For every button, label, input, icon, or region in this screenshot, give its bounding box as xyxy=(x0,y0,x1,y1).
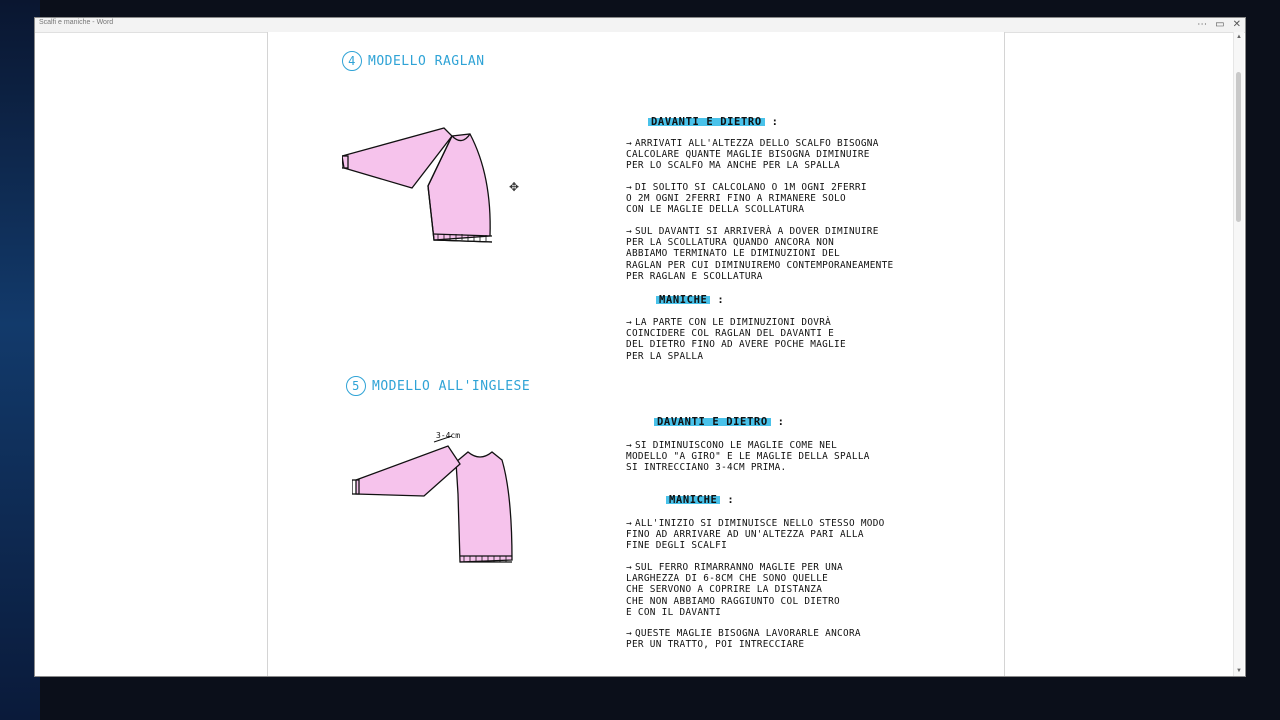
scroll-up-icon[interactable]: ▲ xyxy=(1236,34,1242,40)
heading-text: DAVANTI E DIETRO xyxy=(654,416,771,428)
heading-sleeves-inglese xyxy=(666,494,734,506)
paragraph-text: ARRIVATI ALL'ALTEZZA DELLO SCALFO BISOGNA CALCOLARE QUANTE MAGLIE BISOGNA DIMINUIRE PER LO SCALFO MA ANCHE PER LA SPALLA xyxy=(626,138,879,172)
word-window xyxy=(34,17,1246,677)
window-controls xyxy=(1197,18,1241,32)
heading-front-back-raglan xyxy=(648,116,779,128)
paragraph-text: SUL FERRO RIMARRANNO MAGLIE PER UNA LARGHEZZA DI 6-8CM CHE SONO QUELLE CHE SERVONO A COPRIRE LA DISTANZA CHE NON ABBIAMO RAGGIUNTO COL DIETRO E CON IL DAVANTI xyxy=(626,562,844,618)
heading-front-back-inglese xyxy=(654,416,785,428)
section-title-text: MODELLO ALL'INGLESE xyxy=(372,379,531,394)
restore-icon[interactable]: ▭ xyxy=(1215,19,1225,30)
arrow-icon: → xyxy=(626,138,632,149)
section-number: 5 xyxy=(346,376,366,396)
paragraph xyxy=(626,628,861,650)
heading-colon: : xyxy=(771,116,779,128)
scroll-thumb[interactable] xyxy=(1236,72,1241,222)
inglese-sleeve xyxy=(356,446,460,496)
raglan-sweater-sketch xyxy=(342,116,522,256)
heading-text: MANICHE xyxy=(666,494,720,506)
inglese-sweater-sketch xyxy=(352,424,532,574)
paragraph xyxy=(626,226,894,282)
paragraph-text: DI SOLITO SI CALCOLANO O 1M OGNI 2FERRI O 2M OGNI 2FERRI FINO A RIMANERE SOLO CON LE MAGLIE DELLA SCOLLATURA xyxy=(626,182,867,216)
document-page[interactable] xyxy=(267,32,1005,676)
arrow-icon: → xyxy=(626,226,632,237)
section-title-inglese xyxy=(346,376,530,396)
inglese-body xyxy=(456,452,512,562)
title-bar xyxy=(35,18,1245,33)
window-title: Scalfi e maniche - Word xyxy=(39,19,114,26)
heading-colon: : xyxy=(777,416,785,428)
paragraph xyxy=(626,562,843,618)
heading-text: MANICHE xyxy=(656,294,710,306)
paragraph-text: SI DIMINUISCONO LE MAGLIE COME NEL MODELLO "A GIRO" E LE MAGLIE DELLA SPALLA SI INTRECCIANO 3-4CM PRIMA. xyxy=(626,440,870,474)
heading-colon: : xyxy=(717,294,725,306)
move-cursor-icon: ✥ xyxy=(509,180,520,194)
heading-colon: : xyxy=(727,494,735,506)
more-options-icon[interactable]: ⋯ xyxy=(1197,19,1208,30)
paragraph xyxy=(626,317,846,362)
paragraph-text: LA PARTE CON LE DIMINUZIONI DOVRÀ COINCIDERE COL RAGLAN DEL DAVANTI E DEL DIETRO FINO AD AVERE POCHE MAGLIE PER LA SPALLA xyxy=(626,317,846,362)
arrow-icon: → xyxy=(626,317,632,328)
vertical-scrollbar[interactable] xyxy=(1233,32,1244,676)
paragraph-text: SUL DAVANTI SI ARRIVERÀ A DOVER DIMINUIRE PER LA SCOLLATURA QUANDO ANCORA NON ABBIAMO TERMINATO LE DIMINUZIONI DEL RAGLAN PER CUI DIMINUIREMO CONTEMPORANEAMENTE PER RAGLAN E SCOLLATURA xyxy=(626,226,894,282)
section-number: 4 xyxy=(342,51,362,71)
section-title-text: MODELLO RAGLAN xyxy=(368,54,485,69)
paragraph xyxy=(626,518,885,552)
heading-text: DAVANTI E DIETRO xyxy=(648,116,765,128)
arrow-icon: → xyxy=(626,518,632,529)
paragraph-text: ALL'INIZIO SI DIMINUISCE NELLO STESSO MODO FINO AD ARRIVARE AD UN'ALTEZZA PARI ALLA FINE DEGLI SCALFI xyxy=(626,518,885,552)
arrow-icon: → xyxy=(626,182,632,193)
section-title-raglan xyxy=(342,51,485,71)
scroll-down-icon[interactable]: ▼ xyxy=(1236,668,1242,674)
sketch-measure-label: 3-4cm xyxy=(436,431,461,440)
paragraph xyxy=(626,182,867,216)
arrow-icon: → xyxy=(626,562,632,573)
paragraph-text: QUESTE MAGLIE BISOGNA LAVORARLE ANCORA PER UN TRATTO, POI INTRECCIARE xyxy=(626,628,861,651)
paragraph xyxy=(626,440,870,474)
close-icon[interactable]: ✕ xyxy=(1232,19,1241,30)
arrow-icon: → xyxy=(626,628,632,639)
paragraph xyxy=(626,138,879,172)
arrow-icon: → xyxy=(626,440,632,451)
heading-sleeves-raglan xyxy=(656,294,724,306)
